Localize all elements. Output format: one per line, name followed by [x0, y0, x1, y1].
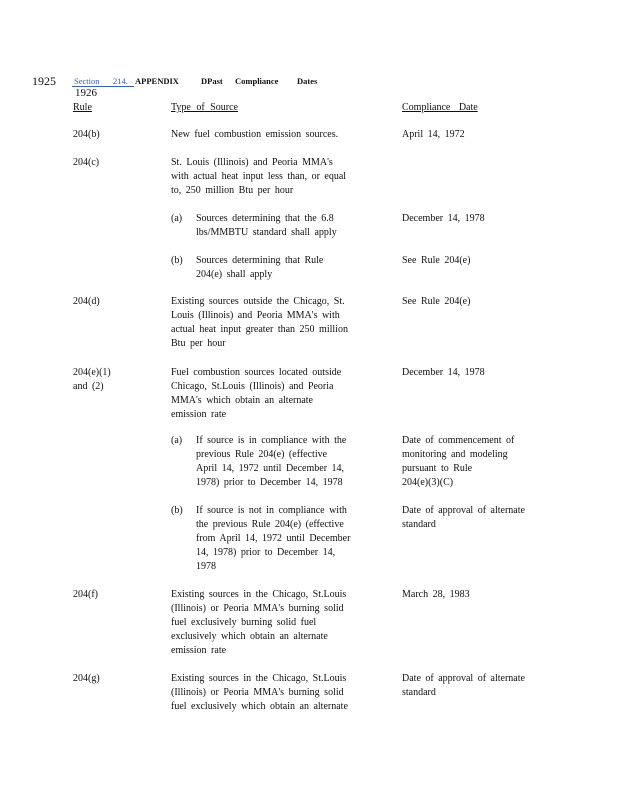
- rule-number: 204(g): [73, 673, 100, 684]
- header-dates: Dates: [297, 76, 318, 86]
- column-header-rule: Rule: [73, 102, 92, 113]
- sub-item-marker: (a): [171, 213, 183, 224]
- source-type: St. Louis (Illinois) and Peoria MMA's with actual heat input less than, or equal to, 250 million Btu per hour: [171, 157, 347, 196]
- rule-number: 204(f): [73, 589, 98, 600]
- compliance-date: December 14, 1978: [402, 213, 485, 224]
- compliance-date: Date of approval of alternate standard: [402, 505, 525, 530]
- header-section[interactable]: Section: [74, 76, 100, 86]
- sub-item-marker: (a): [171, 435, 183, 446]
- compliance-date: Date of commencement of monitoring and modeling pursuant to Rule 204(e)(3)(C): [402, 435, 515, 488]
- header-dpast: DPast: [201, 76, 223, 86]
- source-type: Sources determining that Rule 204(e) shall apply: [196, 255, 324, 280]
- source-type: Existing sources in the Chicago, St.Louis (Illinois) or Peoria MMA's burning solid fuel exclusively which obtain an alternate: [171, 673, 348, 712]
- source-type: If source is in compliance with the previous Rule 204(e) (effective April 14, 1972 until December 14, 1978) prior to December 14, 1978: [196, 435, 347, 488]
- rule-number: 204(e)(1) and (2): [73, 367, 111, 392]
- source-type: If source is not in compliance with the previous Rule 204(e) (effective from April 14, 1972 until December 14, 1978) prior to December 14, 1978: [196, 505, 351, 572]
- header-compliance: Compliance: [235, 76, 279, 86]
- source-type: Existing sources in the Chicago, St.Louis (Illinois) or Peoria MMA's burning solid fuel exclusively burning solid fuel exclusively which obtain an alternate emission rate: [171, 589, 347, 656]
- compliance-date: April 14, 1972: [402, 129, 465, 140]
- source-type: Fuel combustion sources located outside Chicago, St.Louis (Illinois) and Peoria MMA's which obtain an alternate emission rate: [171, 367, 342, 420]
- source-type: New fuel combustion emission sources.: [171, 129, 339, 140]
- page-number: 1925: [32, 74, 56, 88]
- compliance-date: See Rule 204(e): [402, 255, 471, 266]
- source-type: Sources determining that the 6.8 lbs/MMBTU standard shall apply: [196, 213, 337, 238]
- rule-number: 204(d): [73, 296, 100, 307]
- compliance-date: December 14, 1978: [402, 367, 485, 378]
- sub-item-marker: (b): [171, 505, 183, 516]
- compliance-date: See Rule 204(e): [402, 296, 471, 307]
- header-appendix: APPENDIX: [135, 76, 179, 86]
- rule-number: 204(c): [73, 157, 100, 168]
- compliance-date: March 28, 1983: [402, 589, 470, 600]
- sub-item-marker: (b): [171, 255, 183, 266]
- rule-number: 204(b): [73, 129, 100, 140]
- page-number-secondary: 1926: [75, 87, 97, 99]
- column-header-type: Type of Source: [171, 102, 238, 113]
- source-type: Existing sources outside the Chicago, St. Louis (Illinois) and Peoria MMA's with actual heat input greater than 250 million Btu per hour: [171, 296, 348, 349]
- compliance-date: Date of approval of alternate standard: [402, 673, 525, 698]
- column-header-date: Compliance Date: [402, 102, 478, 113]
- header-section-number[interactable]: 214.: [113, 76, 128, 86]
